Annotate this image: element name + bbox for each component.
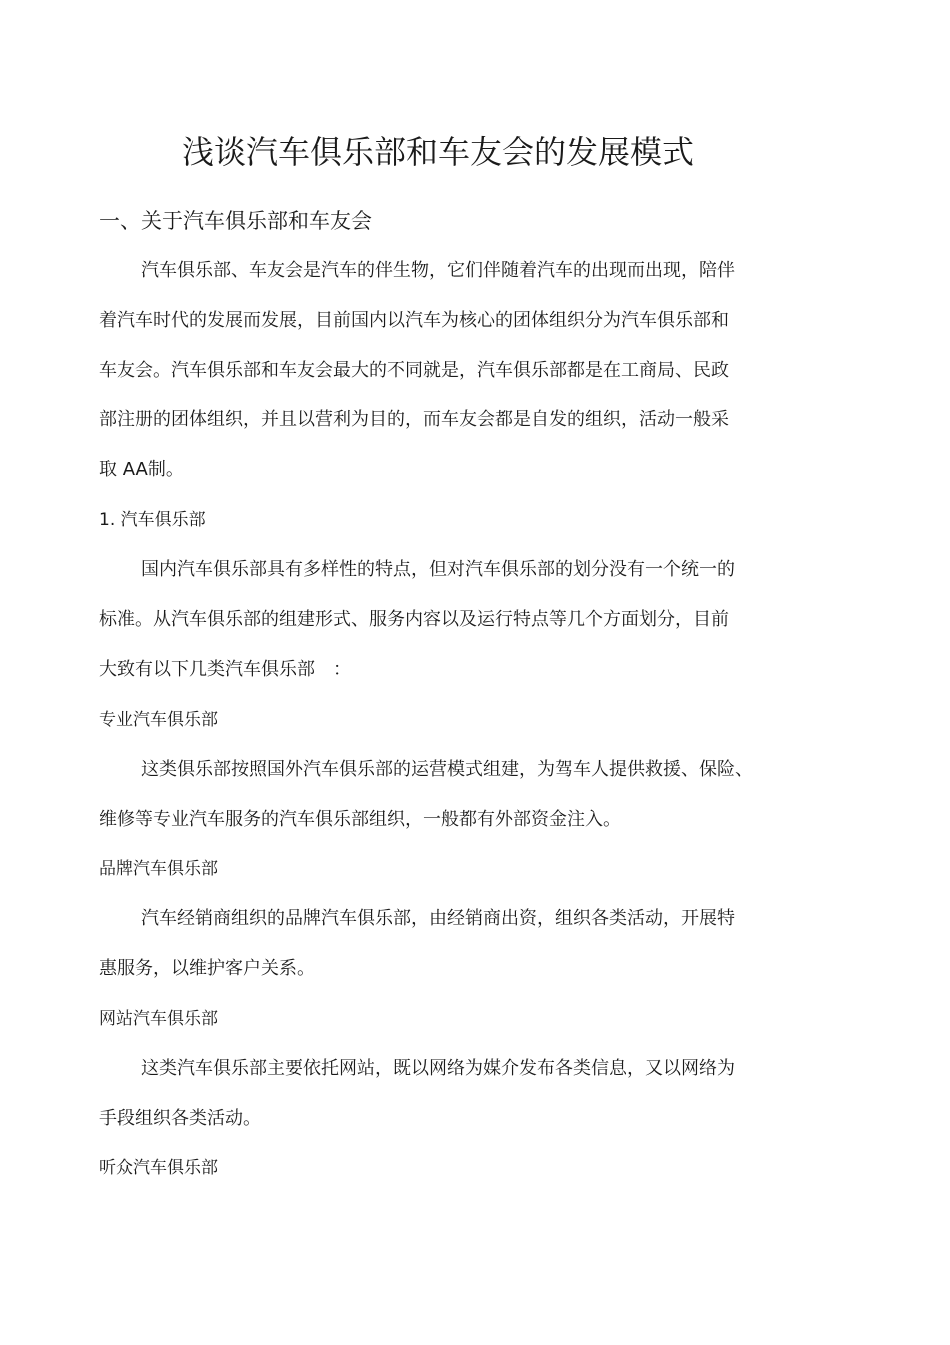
club-type-heading: 听众汽车俱乐部: [99, 1158, 218, 1178]
club-type-heading: 专业汽车俱乐部: [99, 710, 218, 730]
paragraph-line: 大致有以下几类汽车俱乐部 ：: [99, 659, 351, 680]
paragraph-line: 这类俱乐部按照国外汽车俱乐部的运营模式组建，为驾车人提供救援、保险、: [141, 759, 753, 780]
section-heading: 一、关于汽车俱乐部和车友会: [99, 209, 372, 233]
paragraph-line: 汽车俱乐部、车友会是汽车的伴生物，它们伴随着汽车的出现而出现，陪伴: [141, 260, 735, 281]
paragraph-line: 汽车经销商组织的品牌汽车俱乐部，由经销商出资，组织各类活动，开展特: [141, 908, 735, 929]
paragraph-line: 惠服务，以维护客户关系。: [99, 958, 315, 979]
club-type-heading: 品牌汽车俱乐部: [99, 859, 218, 879]
paragraph-line: 这类汽车俱乐部主要依托网站，既以网络为媒介发布各类信息，又以网络为: [141, 1058, 735, 1079]
paragraph-line: 部注册的团体组织，并且以营利为目的，而车友会都是自发的组织，活动一般采: [99, 409, 729, 430]
document-title: 浅谈汽车俱乐部和车友会的发展模式: [181, 133, 694, 171]
club-type-heading: 网站汽车俱乐部: [99, 1009, 218, 1029]
paragraph-line: 手段组织各类活动。: [99, 1108, 261, 1129]
paragraph-line: 取 AA制。: [99, 459, 184, 480]
subsection-heading: 1. 汽车俱乐部: [99, 510, 206, 530]
paragraph-line: 车友会。汽车俱乐部和车友会最大的不同就是，汽车俱乐部都是在工商局、民政: [99, 360, 729, 381]
paragraph-line: 标准。从汽车俱乐部的组建形式、服务内容以及运行特点等几个方面划分，目前: [99, 609, 729, 630]
paragraph-line: 国内汽车俱乐部具有多样性的特点，但对汽车俱乐部的划分没有一个统一的: [141, 559, 735, 580]
paragraph-line: 维修等专业汽车服务的汽车俱乐部组织，一般都有外部资金注入。: [99, 809, 621, 830]
paragraph-line: 着汽车时代的发展而发展，目前国内以汽车为核心的团体组织分为汽车俱乐部和: [99, 310, 729, 331]
